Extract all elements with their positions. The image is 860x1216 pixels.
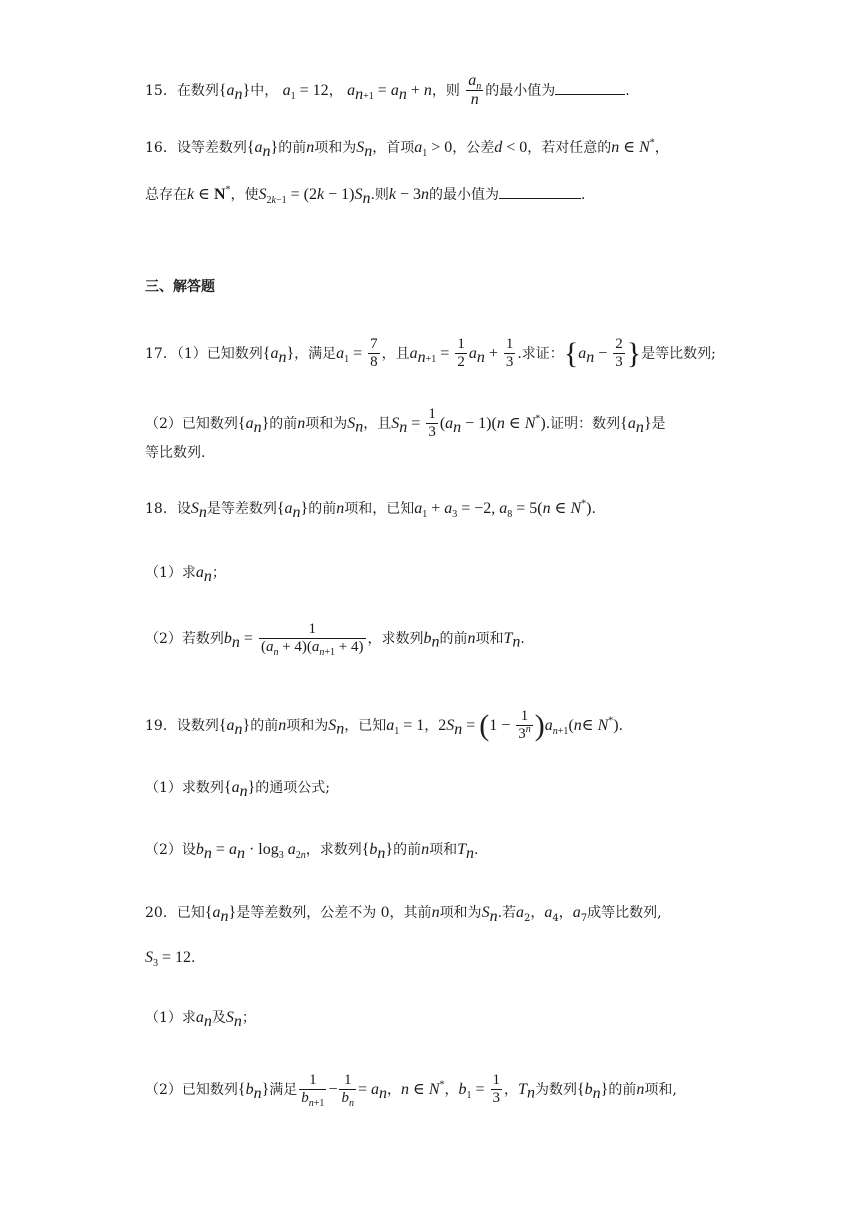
question-18-part-1: （1）求$a_n$； (145, 564, 226, 585)
answer-blank[interactable] (499, 198, 581, 199)
question-20-line-2: $S_3 = 12$. (145, 949, 196, 970)
question-number: 16． (145, 140, 177, 156)
question-16-line-2: 总存在k ∈ N*，使$S_{2k-1} = (2k - 1)S_n$.则k − 3n的最小值为 . (145, 184, 586, 208)
question-19-part-2: （2）设$b_n = a_n \cdot \log_3 a_{2n}$，求数列$\{b_n\}$的前n项和$T_n$. (145, 841, 479, 863)
question-number: 20． (145, 905, 177, 921)
question-18: 18．设$S_n$是等差数列$\{a_n\}$的前n项和，已知$a_1 + a_3 = -2$, $a_8 = 5(n$ ∈ N*). (145, 498, 596, 522)
question-15: 15．在数列$\{a_n\}$中， $a_1 = 12$， $a_{n+1} = a_n + n$，则 $\frac{a_n}{n}$ 的最小值为 . (145, 72, 630, 109)
question-number: 18． (145, 501, 177, 517)
question-20-part-1: （1）求$a_n$及$S_n$； (145, 1009, 256, 1030)
question-17-part-2-line-2: 等比数列. (145, 445, 206, 461)
question-19: 19．设数列$\{a_n\}$的前n项和为$S_n$，已知$a_1 = 1$，$2S_n = (1$ − $\frac{1}{3^n}$ )$a_{n+1}(n\in$ N*). (145, 708, 624, 743)
section-title: 三、解答题 (145, 279, 215, 295)
question-17: 17．（1）已知数列$\{a_n\}$，满足$a_1$ = $\frac{7}{8}$ ，且$a_{n+1}$ = $\frac{1}{2}$ $a_n$ + $\frac{1}{3}$ .求证：{$a_n$ − $\frac{2}{3}$ }是等比数列; (145, 336, 716, 371)
question-20: 20．已知$\{a_n\}$是等差数列，公差不为 0，其前n项和为$S_n$.若$a_2$，$a_4$，$a_7$成等比数列, (145, 904, 662, 926)
fraction: $\frac{a_n}{n}$ (468, 72, 482, 109)
answer-blank[interactable] (555, 94, 625, 95)
question-number: 17． (145, 345, 177, 362)
question-20-part-2: （2）已知数列$\{b_n\}$满足 $\frac{1}{b_{n+1}}$ − $\frac{1}{b_n}$ = $a_n$，n ∈ N*，$b_1$ = $\frac{1}{3}$ ，$T_n$为数列$\{b_n\}$的前n项和, (145, 1072, 677, 1110)
question-number: 15． (145, 82, 177, 99)
question-16: 16．设等差数列$\{a_n\}$的前n项和为$S_n$，首项$a_1 > 0$，公差d < 0，若对任意的n ∈ N*， (145, 137, 669, 161)
question-number: 19． (145, 717, 177, 734)
question-17-part-2: （2）已知数列$\{a_n\}$的前n项和为$S_n$，且$S_n$ = $\frac{1}{3}$ $(a_n - 1)(n$ ∈ N*).证明：数列$\{a_n\}$是 (145, 406, 666, 441)
question-19-part-1: （1）求数列$\{a_n\}$的通项公式; (145, 779, 331, 801)
question-18-part-2: （2）若数列$b_n$ = $\frac{1}{(a_n + 4)(a_{n+1} + 4)}$ ，求数列$b_n$的前n项和$T_n$. (145, 621, 525, 659)
